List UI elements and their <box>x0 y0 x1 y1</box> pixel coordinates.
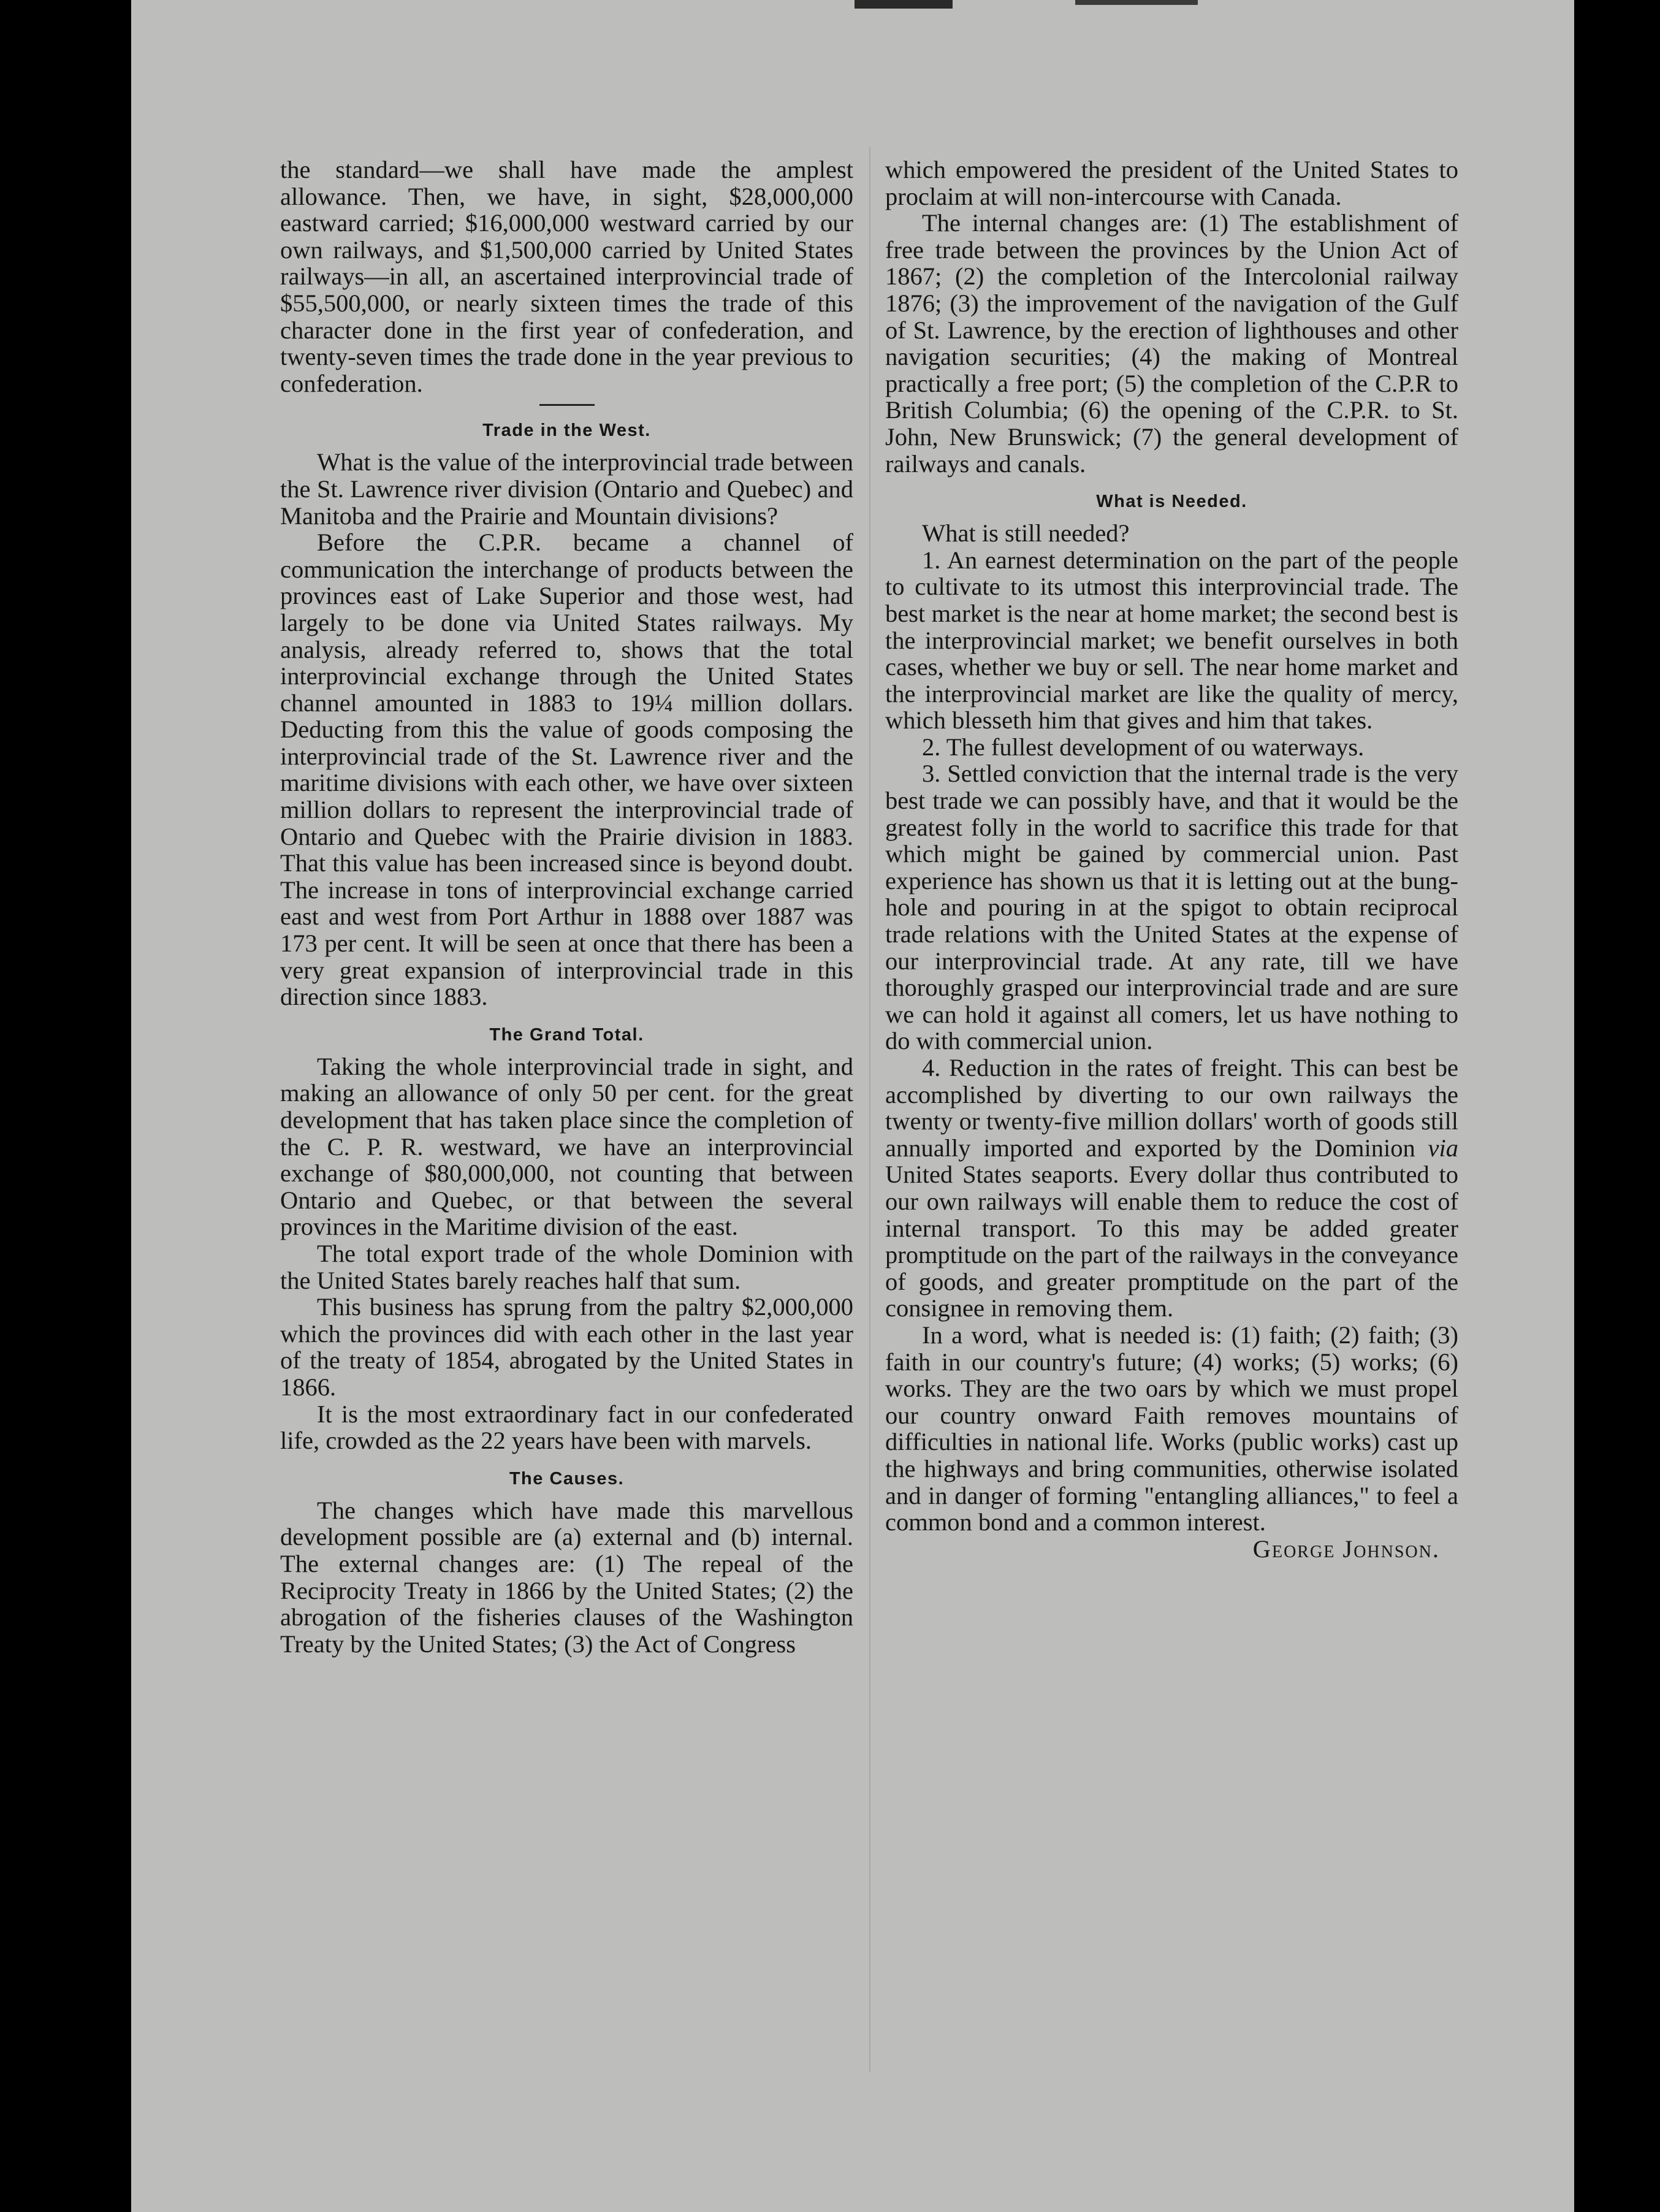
paragraph: What is the value of the interprovincial trade between the St. Lawrence river division (Ontario and Quebec) and Manitoba and the Prairie and Mountain divisions? <box>280 448 853 530</box>
section-heading-the-grand-total: The Grand Total. <box>489 1024 644 1045</box>
scan-border-left <box>0 0 131 2212</box>
left-column <box>280 156 853 1657</box>
section-heading-the-causes: The Causes. <box>509 1468 625 1489</box>
paragraph: Taking the whole interprovincial trade in sight, and making an allowance of only 50 per cent. for the great development that has taken place since the completion of the C. P. R. westward, we have an interprovincial exchange of $80,000,000, not counting that between Ontario and Quebec, or that between the several provinces in the Maritime division of the east. <box>280 1052 853 1241</box>
author-signature: George Johnson. <box>1252 1535 1440 1563</box>
paragraph: 3. Settled conviction that the internal trade is the very best trade we can possibly have, and that it would be the greatest folly in the world to sacrifice this trade for that which might be gained by commercial union. Past experience has shown us that it is letting out at the bung-hole and pouring in at the spigot to obtain reciprocal trade relations with the United States at the expense of our interprovincial trade. At any rate, till we have thoroughly grasped our interprovincial trade and are sure we can hold it against all comers, let us have nothing to do with commercial union. <box>885 760 1458 1055</box>
paragraph: 1. An earnest determination on the part of the people to cultivate to its utmost this interprovincial trade. The best market is the near at home market; the second best is the interprovincial market; we benefit ourselves in both cases, whether we buy or sell. The near home market and the interprovincial market are like the quality of mercy, which blesseth him that gives and him that takes. <box>885 546 1458 734</box>
paragraph: The total export trade of the whole Dominion with the United States barely reaches half that sum. <box>280 1239 853 1294</box>
paragraph: the standard—we shall have made the amplest allowance. Then, we have, in sight, $28,000,000 eastward carried; $16,000,000 westward carried by our own railways, and $1,500,000 carried by United States railways—in all, an ascertained interprovincial trade of $55,500,000, or nearly sixteen times the trade of this character done in the first year of confederation, and twenty-seven times the trade done in the year previous to confederation. <box>280 156 853 397</box>
paragraph: In a word, what is needed is: (1) faith; (2) faith; (3) faith in our country's future; (4) works; (5) works; (6) works. They are the two oars by which we must propel our country onward Faith removes mountains of difficulties in national life. Works (public works) cast up the highways and bring communities, otherwise isolated and in danger of forming "entangling alliances," to feel a common bond and a common interest. <box>885 1321 1458 1536</box>
paragraph: Before the C.P.R. became a channel of communication the interchange of products between the provinces east of Lake Superior and those west, had largely to be done via United States railways. My analysis, already referred to, shows that the total interprovincial exchange through the United States channel amounted in 1883 to 19¼ million dollars. Deducting from this the value of goods composing the interprovincial trade of the St. Lawrence river and the maritime divisions with each other, we have over sixteen million dollars to represent the interprovincial trade of Ontario and Quebec with the Prairie division in 1883. That this value has been increased since is beyond doubt. The increase in tons of interprovincial exchange carried east and west from Port Arthur in 1888 over 1887 was 173 per cent. It will be seen at once that there has been a very great expansion of interprovincial trade in this direction since 1883. <box>280 528 853 1011</box>
italic-text: via <box>1428 1134 1458 1162</box>
paragraph: What is still needed? <box>922 519 1130 547</box>
section-heading-trade-in-the-west: Trade in the West. <box>482 421 651 441</box>
text-run: United States seaports. Every dollar thus contributed to our own railways will enable them to reduce the cost of internal transport. To this may be added greater promptitude on the part of the railways in the conveyance of goods, and greater promptitude on the part of the consignee in removing them. <box>885 1161 1458 1322</box>
text-run: 4. Reduction in the rates of freight. This can best be accomplished by diverting to our own railways the twenty or twenty-five million dollars' worth of goods still annually imported and exported by the Dominion <box>885 1054 1458 1162</box>
scan-mark <box>855 0 953 9</box>
scan-border-right <box>1574 0 1660 2212</box>
paragraph: 2. The fullest development of ou waterways. <box>922 733 1365 761</box>
section-heading-what-is-needed: What is Needed. <box>1096 492 1247 512</box>
paragraph: The changes which have made this marvellous development possible are (a) external and (b) internal. The external changes are: (1) The repeal of the Reciprocity Treaty in 1866 by the United States; (2) the abrogation of the fisheries clauses of the Washington Treaty by the United States; (3) the Act of Congress <box>280 1496 853 1658</box>
paragraph: The internal changes are: (1) The establishment of free trade between the provinces by the Union Act of 1867; (2) the completion of the Intercolonial railway 1876; (3) the improvement of the navigation of the Gulf of St. Lawrence, by the erection of lighthouses and other navigation securities; (4) the making of Montreal practically a free port; (5) the completion of the C.P.R to British Columbia; (6) the opening of the C.P.R. to St. John, New Brunswick; (7) the general development of railways and canals. <box>885 209 1458 478</box>
right-column <box>885 156 1458 1562</box>
scan-mark <box>1075 0 1198 5</box>
paragraph: which empowered the president of the United States to proclaim at will non-intercourse with Canada. <box>885 156 1458 210</box>
paragraph: It is the most extraordinary fact in our confederated life, crowded as the 22 years have been with marvels. <box>280 1400 853 1455</box>
section-rule <box>539 404 595 406</box>
column-divider <box>869 147 870 2072</box>
paragraph <box>885 1055 1458 1322</box>
paragraph: This business has sprung from the paltry $2,000,000 which the provinces did with each other in the last year of the treaty of 1854, abrogated by the United States in 1866. <box>280 1293 853 1401</box>
